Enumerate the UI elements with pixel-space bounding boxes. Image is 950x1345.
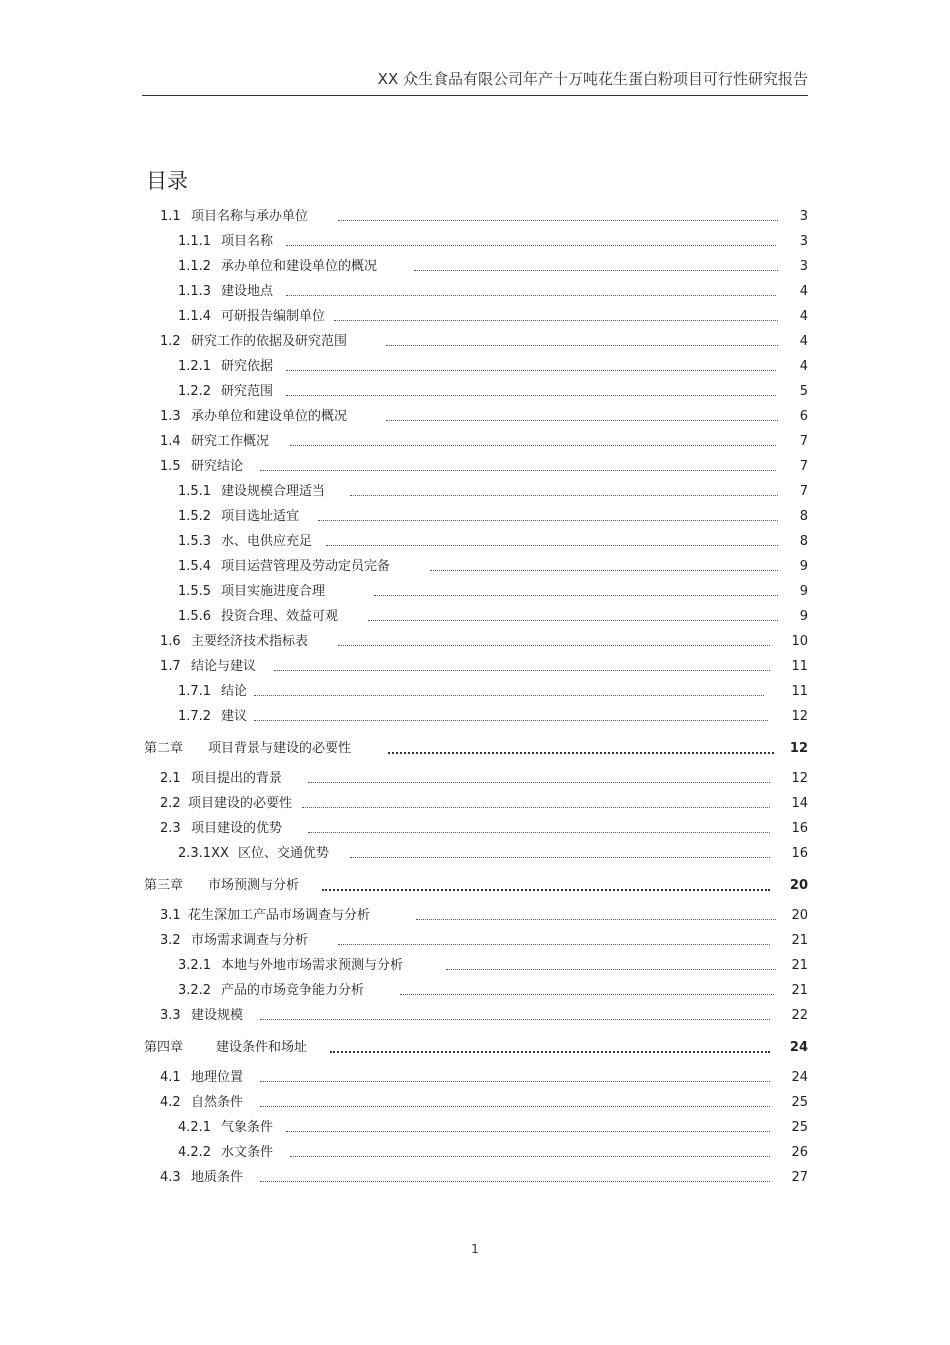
toc-entry-title: 项目背景与建设的必要性 — [208, 741, 352, 756]
toc-leader-dots — [286, 287, 776, 296]
toc-entry-number: 1.2.2 — [178, 384, 212, 399]
toc-leader-dots — [260, 1098, 770, 1107]
toc-entry[interactable] — [142, 766, 810, 791]
toc-entry-number: 3.3 — [160, 1008, 181, 1023]
toc-entry-title: 承办单位和建设单位的概况 — [191, 409, 348, 424]
toc-entry[interactable] — [142, 1115, 810, 1140]
toc-leader-dots — [416, 911, 776, 920]
toc-entry-page: 9 — [799, 609, 808, 624]
toc-entry[interactable] — [142, 354, 810, 379]
toc-leader-dots — [254, 712, 768, 721]
toc-entry-title: 地质条件 — [191, 1170, 244, 1185]
toc-entry-number: 1.7.2 — [178, 709, 212, 724]
toc-entry-number: 3.2 — [160, 933, 181, 948]
toc-entry[interactable] — [142, 254, 810, 279]
toc-entry-title: 水文条件 — [221, 1145, 274, 1160]
toc-entry[interactable] — [142, 604, 810, 629]
toc-entry-page: 11 — [791, 684, 808, 699]
toc-leader-dots — [330, 1043, 770, 1053]
toc-leader-dots — [386, 412, 778, 421]
toc-entry-page: 3 — [799, 259, 808, 274]
toc-entry[interactable] — [142, 704, 810, 729]
toc-entry-title: 研究工作的依据及研究范围 — [191, 334, 348, 349]
toc-entry-number: 1.1.2 — [178, 259, 212, 274]
toc-entry-title: 水、电供应充足 — [221, 534, 313, 549]
toc-entry-page: 25 — [791, 1095, 808, 1110]
toc-leader-dots — [290, 437, 776, 446]
toc-chapter-entry[interactable] — [142, 869, 810, 903]
toc-entry-number: 1.1 — [160, 209, 181, 224]
toc-leader-dots — [260, 1073, 770, 1082]
toc-entry[interactable] — [142, 791, 810, 816]
toc-entry-title: 项目名称 — [221, 234, 274, 249]
toc-leader-dots — [322, 881, 770, 891]
toc-leader-dots — [290, 1148, 770, 1157]
toc-entry[interactable] — [142, 404, 810, 429]
toc-title: 目录 — [146, 169, 188, 193]
running-header — [142, 68, 808, 96]
toc-leader-dots — [286, 362, 776, 371]
toc-entry-page: 26 — [791, 1145, 808, 1160]
toc-leader-dots — [350, 849, 770, 858]
toc-leader-dots — [286, 1123, 770, 1132]
toc-entry-number: 第四章 — [144, 1040, 184, 1055]
toc-entry[interactable] — [142, 529, 810, 554]
toc-leader-dots — [326, 537, 778, 546]
toc-entry-number: 1.5.6 — [178, 609, 212, 624]
toc-chapter-entry[interactable] — [142, 732, 810, 766]
toc-entry-page: 3 — [799, 209, 808, 224]
toc-leader-dots — [334, 312, 778, 321]
toc-entry-number: 4.2.1 — [178, 1120, 212, 1135]
toc-entry-page: 6 — [799, 409, 808, 424]
toc-entry-title: 自然条件 — [191, 1095, 244, 1110]
toc-entry-page: 21 — [791, 958, 808, 973]
page-number: 1 — [471, 1242, 479, 1256]
toc-entry-page: 20 — [789, 878, 808, 893]
toc-entry-number: 1.3 — [160, 409, 181, 424]
toc-entry-number: 1.5.4 — [178, 559, 212, 574]
toc-entry-page: 5 — [799, 384, 808, 399]
toc-entry-number: 第三章 — [144, 878, 184, 893]
toc-leader-dots — [260, 1173, 770, 1182]
toc-entry[interactable] — [142, 953, 810, 978]
toc-entry-title: 建设规模合理适当 — [221, 484, 326, 499]
toc-entry-title: 建设条件和场址 — [216, 1040, 308, 1055]
toc-entry-number: 1.5.1 — [178, 484, 212, 499]
toc-entry-page: 7 — [799, 434, 808, 449]
toc-entry-page: 8 — [799, 509, 808, 524]
toc-entry-title: 产品的市场竞争能力分析 — [221, 983, 365, 998]
toc-leader-dots — [368, 612, 778, 621]
toc-leader-dots — [430, 562, 778, 571]
toc-entry-title: 项目名称与承办单位 — [191, 209, 309, 224]
toc-entry-number: 4.2.2 — [178, 1145, 212, 1160]
toc-entry-page: 7 — [799, 484, 808, 499]
toc-leader-dots — [274, 662, 770, 671]
toc-leader-dots — [338, 212, 778, 221]
toc-entry-number: 2.2 — [160, 796, 181, 811]
toc-entry[interactable] — [142, 928, 810, 953]
table-of-contents — [142, 204, 810, 1190]
toc-entry-page: 16 — [791, 846, 808, 861]
toc-entry[interactable] — [142, 579, 810, 604]
toc-entry-number: 第二章 — [144, 741, 184, 756]
toc-leader-dots — [302, 799, 770, 808]
toc-entry[interactable] — [142, 429, 810, 454]
toc-entry-title: 地理位置 — [191, 1070, 244, 1085]
toc-entry-title: 本地与外地市场需求预测与分析 — [221, 958, 404, 973]
toc-entry-page: 22 — [791, 1008, 808, 1023]
toc-entry-page: 24 — [789, 1040, 808, 1055]
toc-entry[interactable] — [142, 1140, 810, 1165]
toc-entry-page: 9 — [799, 584, 808, 599]
toc-entry-number: 3.2.1 — [178, 958, 212, 973]
toc-entry-number: 1.2 — [160, 334, 181, 349]
toc-entry[interactable] — [142, 554, 810, 579]
toc-entry-number: 1.2.1 — [178, 359, 212, 374]
toc-entry-number: 1.6 — [160, 634, 181, 649]
toc-entry[interactable] — [142, 978, 810, 1003]
toc-entry-number: 1.1.1 — [178, 234, 212, 249]
toc-leader-dots — [374, 587, 778, 596]
toc-entry-page: 14 — [791, 796, 808, 811]
toc-entry[interactable] — [142, 329, 810, 354]
toc-entry-page: 10 — [791, 634, 808, 649]
toc-entry[interactable] — [142, 1065, 810, 1090]
toc-entry-page: 3 — [799, 234, 808, 249]
toc-leader-dots — [446, 961, 776, 970]
toc-entry-number: 1.5 — [160, 459, 181, 474]
toc-leader-dots — [254, 687, 764, 696]
toc-entry-title: 项目运营管理及劳动定员完备 — [221, 559, 391, 574]
toc-entry[interactable] — [142, 1165, 810, 1190]
toc-entry-title: 气象条件 — [221, 1120, 274, 1135]
toc-entry-title: 项目建设的优势 — [191, 821, 283, 836]
toc-entry-page: 21 — [791, 933, 808, 948]
toc-entry-number: 1.1.4 — [178, 309, 212, 324]
toc-entry-page: 8 — [799, 534, 808, 549]
toc-leader-dots — [308, 774, 770, 783]
toc-entry-number: 1.7.1 — [178, 684, 212, 699]
toc-entry-page: 4 — [799, 309, 808, 324]
toc-entry-number: 3.2.2 — [178, 983, 212, 998]
toc-entry-title: 研究结论 — [191, 459, 244, 474]
toc-entry-number: 1.4 — [160, 434, 181, 449]
toc-entry-title: 研究工作概况 — [191, 434, 270, 449]
toc-entry[interactable] — [142, 903, 810, 928]
toc-entry-title: 市场需求调查与分析 — [191, 933, 309, 948]
toc-leader-dots — [286, 237, 776, 246]
toc-leader-dots — [388, 744, 774, 754]
toc-entry-title: 研究范围 — [221, 384, 274, 399]
toc-leader-dots — [386, 337, 778, 346]
toc-entry-title: 项目实施进度合理 — [221, 584, 326, 599]
toc-entry-title: 建议 — [221, 709, 248, 724]
toc-entry-title: 区位、交通优势 — [238, 846, 330, 861]
toc-entry[interactable] — [142, 304, 810, 329]
toc-entry-title: 项目建设的必要性 — [188, 796, 293, 811]
toc-entry-page: 9 — [799, 559, 808, 574]
toc-entry-page: 16 — [791, 821, 808, 836]
toc-leader-dots — [318, 512, 778, 521]
toc-entry-number: 4.2 — [160, 1095, 181, 1110]
toc-entry[interactable] — [142, 629, 810, 654]
toc-entry[interactable] — [142, 1090, 810, 1115]
toc-entry-number: 2.1 — [160, 771, 181, 786]
toc-entry[interactable] — [142, 479, 810, 504]
toc-entry-page: 24 — [791, 1070, 808, 1085]
toc-entry[interactable] — [142, 1003, 810, 1028]
toc-entry[interactable] — [142, 379, 810, 404]
toc-entry-title: 承办单位和建设单位的概况 — [221, 259, 378, 274]
toc-entry-number: 1.1.3 — [178, 284, 212, 299]
toc-entry-number: 1.5.5 — [178, 584, 212, 599]
toc-entry-page: 21 — [791, 983, 808, 998]
toc-leader-dots — [350, 487, 778, 496]
toc-leader-dots — [286, 387, 776, 396]
toc-entry-title: 市场预测与分析 — [208, 878, 300, 893]
toc-leader-dots — [400, 986, 774, 995]
toc-entry-title: 项目选址适宜 — [221, 509, 300, 524]
toc-entry[interactable] — [142, 654, 810, 679]
toc-entry-number: 2.3 — [160, 821, 181, 836]
toc-entry-title: 可研报告编制单位 — [221, 309, 326, 324]
toc-entry[interactable] — [142, 679, 810, 704]
toc-entry-page: 20 — [791, 908, 808, 923]
toc-entry-page: 25 — [791, 1120, 808, 1135]
toc-entry[interactable] — [142, 841, 810, 866]
toc-entry-page: 27 — [791, 1170, 808, 1185]
toc-entry-page: 12 — [789, 741, 808, 756]
toc-entry-number: 3.1 — [160, 908, 181, 923]
toc-leader-dots — [308, 824, 770, 833]
toc-entry-title: 主要经济技术指标表 — [191, 634, 309, 649]
toc-entry-page: 7 — [799, 459, 808, 474]
toc-entry-title: 花生深加工产品市场调查与分析 — [188, 908, 371, 923]
toc-chapter-entry[interactable] — [142, 1031, 810, 1065]
toc-leader-dots — [414, 262, 778, 271]
toc-entry-title: 研究依据 — [221, 359, 274, 374]
toc-entry-title: 建设地点 — [221, 284, 274, 299]
toc-entry-number: 1.5.3 — [178, 534, 212, 549]
toc-entry[interactable] — [142, 816, 810, 841]
toc-leader-dots — [338, 637, 770, 646]
toc-entry-title: 结论 — [221, 684, 248, 699]
toc-entry-number: 2.3.1XX — [178, 846, 229, 861]
toc-leader-dots — [338, 936, 770, 945]
toc-entry[interactable] — [142, 279, 810, 304]
toc-entry-number: 4.3 — [160, 1170, 181, 1185]
toc-entry[interactable] — [142, 454, 810, 479]
toc-entry-number: 1.5.2 — [178, 509, 212, 524]
toc-entry-page: 12 — [791, 709, 808, 724]
toc-entry-title: 建设规模 — [191, 1008, 244, 1023]
header-title: XX 众生食品有限公司年产十万吨花生蛋白粉项目可行性研究报告 — [377, 70, 808, 88]
toc-entry-page: 4 — [799, 284, 808, 299]
toc-entry-number: 4.1 — [160, 1070, 181, 1085]
toc-entry-page: 4 — [799, 359, 808, 374]
toc-entry-page: 12 — [791, 771, 808, 786]
toc-entry[interactable] — [142, 504, 810, 529]
toc-entry[interactable] — [142, 204, 810, 229]
toc-leader-dots — [260, 462, 776, 471]
toc-entry-title: 项目提出的背景 — [191, 771, 283, 786]
toc-entry-title: 结论与建议 — [191, 659, 257, 674]
toc-leader-dots — [260, 1011, 770, 1020]
toc-entry-page: 11 — [791, 659, 808, 674]
toc-entry-title: 投资合理、效益可观 — [221, 609, 339, 624]
toc-entry-page: 4 — [799, 334, 808, 349]
toc-entry[interactable] — [142, 229, 810, 254]
toc-entry-number: 1.7 — [160, 659, 181, 674]
